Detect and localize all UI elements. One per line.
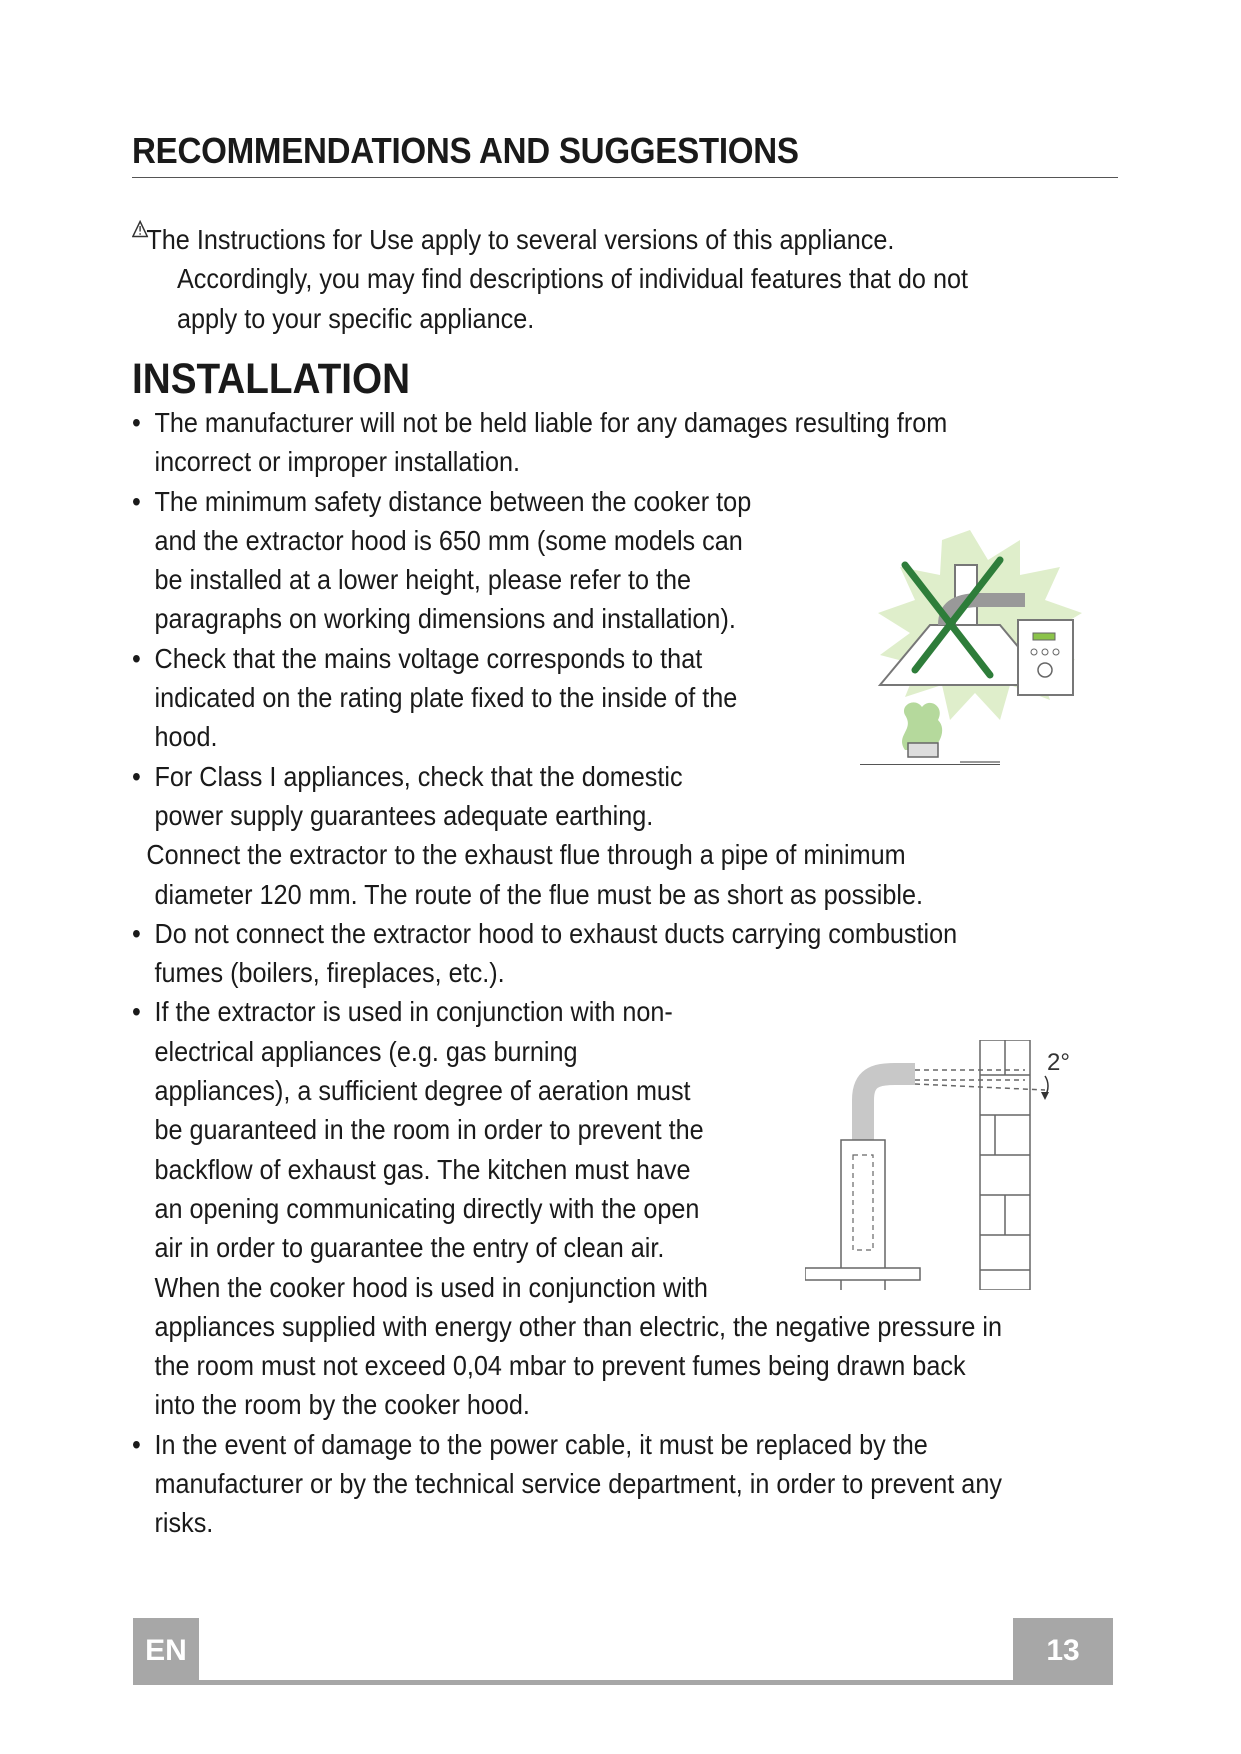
installation-line-text: The minimum safety distance between the cooker top xyxy=(154,485,752,517)
installation-line-text: In the event of damage to the power cable, it must be replaced by the xyxy=(154,1428,928,1460)
bullet-marker: • xyxy=(132,1428,141,1460)
installation-line-text: an opening communicating directly with the open xyxy=(154,1192,700,1224)
installation-line-text: air in order to guarantee the entry of clean air. xyxy=(154,1232,665,1264)
installation-line-text: appliances), a sufficient degree of aeration must xyxy=(154,1075,691,1107)
installation-line-text: Check that the mains voltage corresponds to that xyxy=(154,642,703,674)
installation-line xyxy=(132,1385,1002,1424)
hood-height-warning-figure xyxy=(850,525,1090,765)
bullet-marker: • xyxy=(132,642,141,674)
title-underline xyxy=(132,177,1118,178)
installation-line-text: The manufacturer will not be held liable for any damages resulting from xyxy=(154,407,948,438)
bullet-marker: • xyxy=(132,917,141,949)
duct-elbow xyxy=(863,1074,915,1140)
installation-line-text: power supply guarantees adequate earthing. xyxy=(154,799,654,831)
installation-line xyxy=(132,1346,1002,1385)
installation-line xyxy=(132,1464,1002,1503)
installation-heading: INSTALLATION xyxy=(132,355,411,403)
page-number: 13 xyxy=(1013,1618,1113,1684)
installation-line-text: electrical appliances (e.g. gas burning xyxy=(154,1035,578,1067)
installation-line xyxy=(132,403,1002,442)
bullet-marker: • xyxy=(132,760,141,792)
installation-line xyxy=(132,914,1002,953)
installation-line-text: backflow of exhaust gas. The kitchen must have xyxy=(154,1153,691,1185)
note-line: The Instructions for Use apply to several versions of this appliance. xyxy=(146,224,895,255)
installation-line xyxy=(132,875,1002,914)
installation-line-text: and the extractor hood is 650 mm (some models can xyxy=(154,524,743,556)
installation-line-text: hood. xyxy=(154,721,218,753)
bullet-marker: • xyxy=(132,407,141,438)
bullet-marker: • xyxy=(132,996,141,1028)
installation-line xyxy=(132,835,1002,874)
warning-triangle-icon xyxy=(132,220,148,238)
installation-line-text: Connect the extractor to the exhaust flue through a pipe of minimum xyxy=(146,839,906,871)
installation-line-text: paragraphs on working dimensions and installation). xyxy=(154,603,736,635)
note-line: Accordingly, you may find descriptions of individual features that do not xyxy=(177,263,968,295)
installation-line xyxy=(132,482,1002,521)
installation-line xyxy=(132,992,1002,1031)
installation-line-text: If the extractor is used in conjunction with non- xyxy=(154,996,673,1028)
installation-line-text: Do not connect the extractor hood to exhaust ducts carrying combustion xyxy=(154,917,958,949)
installation-line-text: indicated on the rating plate fixed to the inside of the xyxy=(154,682,738,714)
installation-line-text: be installed at a lower height, please refer to the xyxy=(154,564,692,596)
footer-bar xyxy=(133,1680,1113,1685)
installation-line xyxy=(132,1307,1002,1346)
installation-line-text: For Class I appliances, check that the domestic xyxy=(154,760,683,792)
installation-line xyxy=(132,1503,1002,1542)
installation-line-text: incorrect or improper installation. xyxy=(154,446,521,478)
section-title: RECOMMENDATIONS AND SUGGESTIONS xyxy=(132,130,799,171)
note-line: apply to your specific appliance. xyxy=(177,302,535,334)
installation-line-text: When the cooker hood is used in conjunction with xyxy=(154,1271,708,1303)
installation-line xyxy=(132,953,1002,992)
installation-line-text: appliances supplied with energy other than electric, the negative pressure in xyxy=(154,1310,1003,1342)
installation-line-text: into the room by the cooker hood. xyxy=(154,1389,530,1421)
bullet-marker: • xyxy=(132,485,141,517)
installation-line-text: diameter 120 mm. The route of the flue must be as short as possible. xyxy=(154,878,924,910)
duct-slope-figure xyxy=(805,1040,1095,1290)
angle-label: 2° xyxy=(1047,1049,1070,1076)
installation-line-text: fumes (boilers, fireplaces, etc.). xyxy=(154,957,505,989)
note-block xyxy=(132,220,968,338)
installation-line-text: risks. xyxy=(154,1507,214,1539)
installation-line xyxy=(132,442,1002,481)
installation-line-text: manufacturer or by the technical service department, in order to prevent any xyxy=(154,1468,1002,1500)
installation-line xyxy=(132,1425,1002,1464)
installation-line-text: the room must not exceed 0,04 mbar to prevent fumes being drawn back xyxy=(154,1350,966,1382)
installation-line-text: be guaranteed in the room in order to prevent the xyxy=(154,1114,704,1146)
brick-wall xyxy=(980,1040,1030,1290)
pot xyxy=(908,743,938,757)
boiler xyxy=(1018,620,1073,695)
installation-line xyxy=(132,796,1002,835)
language-badge: EN xyxy=(133,1618,199,1684)
hood-canopy-flat xyxy=(805,1268,920,1280)
